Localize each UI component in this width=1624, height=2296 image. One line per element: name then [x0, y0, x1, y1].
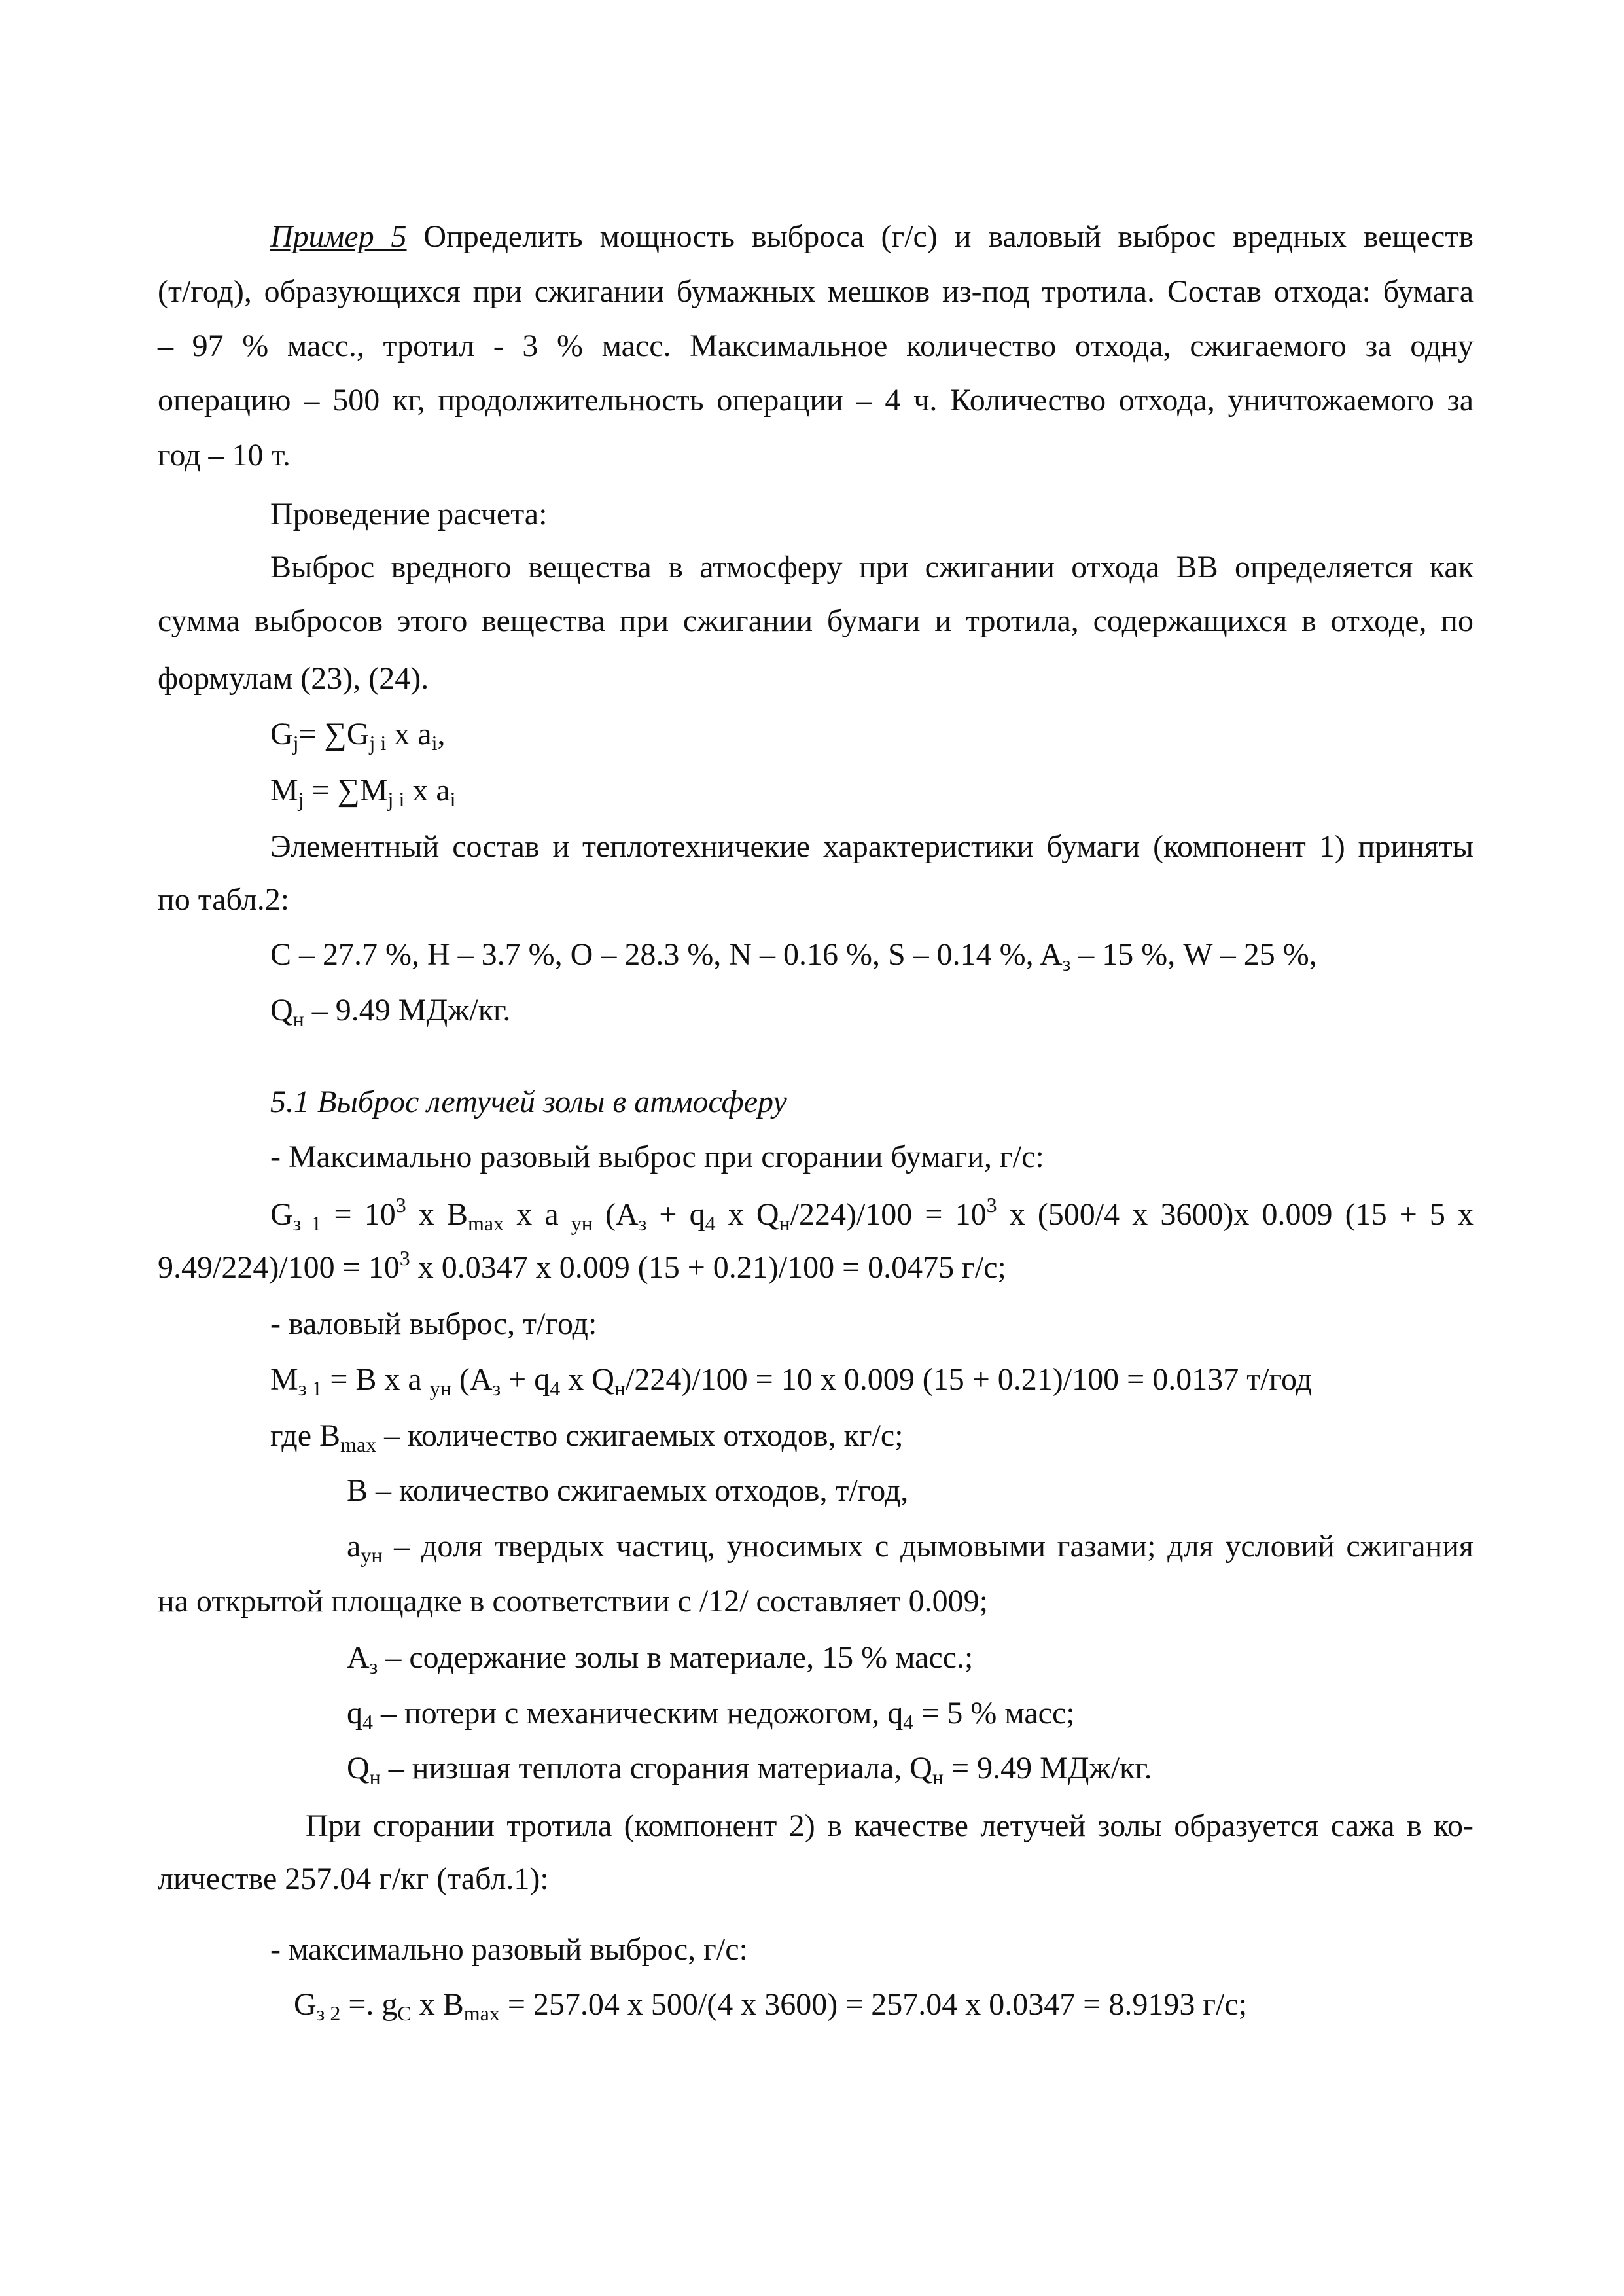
text-segment: ун — [429, 1376, 451, 1400]
text-segment: н — [614, 1376, 626, 1400]
text-line — [158, 598, 1474, 644]
text-segment: j — [298, 787, 304, 811]
text-segment: – низшая теплота сгорания материала, Q — [380, 1751, 932, 1785]
text-segment: 9.49/224)/100 = 10 — [158, 1250, 400, 1285]
text-line — [158, 323, 1474, 369]
text-segment: з — [1062, 952, 1071, 975]
text-segment: – доля твердых частиц, уносимых с дымовыми газами; для условий сжигания — [382, 1529, 1474, 1564]
text-segment: max — [463, 2001, 500, 2025]
text-segment: q — [347, 1696, 362, 1731]
text-segment: (т/год), образующихся при сжигании бумажных мешков из-под тротила. Состав отхода: бумага — [158, 274, 1474, 309]
text-segment: M — [270, 773, 298, 808]
text-segment: операцию – 500 кг, продолжительность операции – 4 ч. Количество отхода, уничтожаемого за — [158, 383, 1474, 418]
text-line — [158, 656, 1474, 702]
text-segment: Пример 5 — [270, 219, 407, 254]
text-segment: /224)/100 = 10 x 0.009 (15 + 0.21)/100 = 0.0137 т/год — [626, 1362, 1313, 1397]
text-segment: по табл.2: — [158, 882, 290, 917]
text-line — [347, 1635, 1474, 1681]
text-segment: – 15 %, W – 25 %, — [1070, 937, 1317, 972]
text-line — [270, 1413, 1474, 1459]
text-line — [270, 932, 1474, 978]
text-segment: ун — [571, 1211, 593, 1235]
text-segment: 3 — [395, 1193, 406, 1217]
text-line — [270, 1079, 1474, 1125]
text-segment: год – 10 т. — [158, 438, 291, 473]
text-segment: (A — [592, 1197, 639, 1232]
text-segment: Определить мощность выброса (г/с) и валовый выброс вредных веществ — [406, 219, 1474, 254]
text-segment: = 10 — [321, 1197, 396, 1232]
text-segment: Проведение расчета: — [270, 497, 548, 531]
text-segment: j — [292, 731, 299, 755]
text-segment: x a — [504, 1197, 571, 1232]
text-segment: Q — [347, 1751, 370, 1785]
text-segment: x 0.0347 x 0.009 (15 + 0.21)/100 = 0.0475 г/с; — [410, 1250, 1006, 1285]
text-segment: = ∑G — [298, 717, 370, 751]
text-segment: j i — [369, 731, 387, 755]
text-segment: сумма выбросов этого вещества при сжигании бумаги и тротила, содержащихся в отходе, по — [158, 603, 1474, 638]
text-segment: j i — [387, 787, 405, 811]
text-segment: (A — [451, 1362, 493, 1397]
text-line — [158, 877, 1474, 923]
text-segment: где B — [270, 1418, 341, 1453]
text-line — [347, 1468, 1474, 1514]
text-segment: н — [369, 1765, 381, 1789]
text-segment: x B — [411, 1987, 464, 2022]
text-segment: + q — [501, 1362, 550, 1397]
text-line — [270, 1134, 1474, 1180]
text-line — [270, 492, 1474, 537]
text-segment: /224)/100 = 10 — [790, 1197, 987, 1232]
text-segment: з — [492, 1376, 501, 1400]
text-line — [347, 1746, 1474, 1791]
text-line — [158, 433, 1474, 478]
text-line — [270, 824, 1474, 870]
text-segment: C — [397, 2001, 412, 2025]
text-segment: з — [369, 1655, 378, 1678]
text-line — [270, 545, 1474, 590]
text-segment: G — [270, 717, 293, 751]
text-line — [270, 768, 1474, 814]
text-segment: з — [638, 1211, 647, 1235]
text-segment: личестве 257.04 г/кг (табл.1): — [158, 1861, 549, 1896]
text-segment: C – 27.7 %, H – 3.7 %, O – 28.3 %, N – 0.16 %, S – 0.14 %, A — [270, 937, 1063, 972]
text-line — [158, 1856, 1474, 1902]
text-segment: н — [292, 1007, 304, 1031]
text-segment: – 9.49 МДж/кг. — [304, 993, 511, 1028]
text-segment: = 9.49 МДж/кг. — [944, 1751, 1152, 1785]
text-segment: 4 — [705, 1211, 716, 1235]
text-segment: – потери с механическим недожогом, q — [373, 1696, 904, 1731]
text-line — [347, 1524, 1474, 1570]
text-line — [270, 1927, 1474, 1973]
text-segment: = B x a — [322, 1362, 430, 1397]
text-segment: G — [294, 1987, 317, 2022]
text-segment: – содержание золы в материале, 15 % масс.; — [378, 1640, 974, 1675]
text-segment: з 1 — [298, 1376, 323, 1400]
text-line — [270, 988, 1474, 1033]
text-segment: - максимально разовый выброс, г/с: — [270, 1932, 748, 1967]
text-segment: н — [932, 1765, 944, 1789]
text-line — [158, 269, 1474, 315]
text-segment: = 5 % масс; — [913, 1696, 1075, 1731]
text-segment: – 97 % масс., тротил - 3 % масс. Максимальное количество отхода, сжигаемого за одну — [158, 329, 1474, 363]
text-line — [158, 1579, 1474, 1624]
text-segment: При сгорании тротила (компонент 2) в качестве летучей золы образуется сажа в ко- — [306, 1808, 1474, 1843]
text-line — [270, 1357, 1474, 1403]
text-segment: - Максимально разовый выброс при сгорании бумаги, г/с: — [270, 1139, 1044, 1174]
text-segment: н — [779, 1211, 790, 1235]
text-line — [270, 214, 1474, 260]
text-segment: 4 — [903, 1710, 914, 1734]
text-segment: max — [340, 1433, 377, 1456]
text-segment: A — [347, 1640, 370, 1675]
text-segment: i — [431, 731, 438, 755]
text-segment: x a — [404, 773, 450, 808]
text-line — [158, 378, 1474, 423]
text-segment: ун — [361, 1543, 383, 1567]
text-segment: = ∑M — [304, 773, 388, 808]
text-line — [270, 1301, 1474, 1347]
text-segment: Q — [270, 993, 293, 1028]
text-segment: i — [450, 787, 456, 811]
text-segment: на открытой площадке в соответствии с /12/ составляет 0.009; — [158, 1584, 988, 1619]
text-segment: =. g — [340, 1987, 398, 2022]
text-segment: 3 — [986, 1193, 997, 1217]
text-segment: B – количество сжигаемых отходов, т/год, — [347, 1473, 909, 1508]
text-segment: Элементный состав и теплотехничекие характеристики бумаги (компонент 1) приняты — [270, 829, 1474, 864]
text-segment: , — [437, 717, 446, 751]
text-segment: 4 — [550, 1376, 561, 1400]
text-segment: - валовый выброс, т/год: — [270, 1306, 597, 1341]
text-segment: + q — [646, 1197, 705, 1232]
text-line — [306, 1803, 1474, 1849]
text-segment: max — [468, 1211, 504, 1235]
text-segment: x a — [386, 717, 432, 751]
text-segment: M — [270, 1362, 298, 1397]
text-segment: – количество сжигаемых отходов, кг/с; — [376, 1418, 904, 1453]
text-segment: x (500/4 x 3600)x 0.009 (15 + 5 x — [997, 1197, 1474, 1232]
text-segment: 3 — [399, 1246, 410, 1270]
text-segment: a — [347, 1529, 361, 1564]
text-segment: 5.1 Выброс летучей золы в атмосферу — [270, 1085, 787, 1119]
text-segment: x Q — [715, 1197, 779, 1232]
text-segment: з 2 — [316, 2001, 341, 2025]
text-segment: G — [270, 1197, 293, 1232]
text-segment: x Q — [560, 1362, 614, 1397]
text-segment: 4 — [362, 1710, 373, 1734]
text-segment: = 257.04 x 500/(4 x 3600) = 257.04 x 0.0347 = 8.9193 г/с; — [499, 1987, 1248, 2022]
text-line — [270, 711, 1474, 757]
text-line — [347, 1691, 1474, 1736]
text-line — [158, 1245, 1474, 1291]
text-segment: з 1 — [292, 1211, 322, 1235]
text-segment: Выброс вредного вещества в атмосферу при сжигании отхода ВВ определяется как — [270, 550, 1474, 584]
text-segment: формулам (23), (24). — [158, 661, 429, 696]
text-line — [294, 1982, 1474, 2028]
text-line — [270, 1192, 1474, 1238]
text-segment: x B — [406, 1197, 468, 1232]
